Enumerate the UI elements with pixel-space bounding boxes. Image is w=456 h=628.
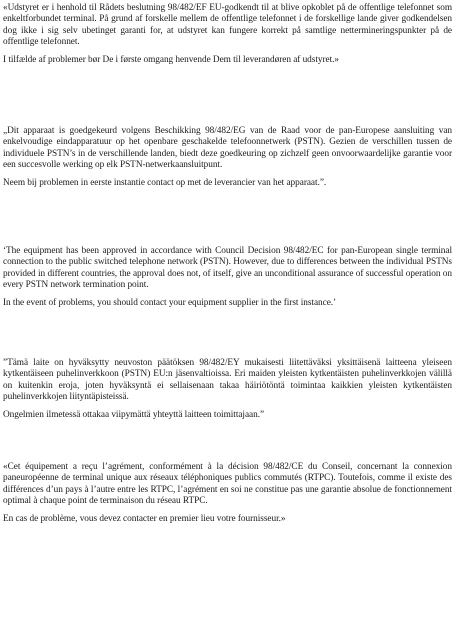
section-finnish bbox=[3, 358, 452, 421]
french-paragraph-1: «Cet équipement a reçu l’agrément, conformément à la décision 98/482/CE du Conseil, concernant la connexion paneuropéenne de terminal unique aux réseaux téléphoniques publics commutés (RTPC). Toutefois, comme il existe des différences d’un pays à l’autre entre les RTPC, l’agrément en soi ne constitue pas une garantie absolue de fonctionnement optimal à chaque point de terminaison du réseau RTPC. bbox=[3, 462, 452, 507]
section-english bbox=[3, 246, 452, 309]
finnish-paragraph-1: ”Tämä laite on hyväksytty neuvoston päätöksen 98/482/EY mukaisesti liitettäväksi yksittäisenä laitteena yleiseen kytkentäiseen puhelinverkkoon (PSTN) EU:n jäsenvaltioissa. Eri maiden yleisten kytkentäisten puhelinverkkojen välillä on kuitenkin eroja, joten hyväksyntä ei sellaisenaan takaa häiriötöntä toimintaa kaikkien yleisten kytkentäisten puhelinverkkojen liityntäpisteissä. bbox=[3, 358, 452, 403]
section-danish bbox=[3, 3, 452, 66]
section-dutch bbox=[3, 126, 452, 189]
section-french bbox=[3, 462, 452, 525]
english-paragraph-2: In the event of problems, you should contact your equipment supplier in the first instance.’ bbox=[3, 297, 337, 308]
dutch-paragraph-1: „Dit apparaat is goedgekeurd volgens Beschikking 98/482/EG van de Raad voor de pan-Europese aansluiting van enkelvoudige eindapparatuur op het openbare geschakelde telefoonnetwerk (PSTN). Gezien de verschillen tussen de individuele PSTN’s in de verschillende landen, biedt deze goedkeuring op zichzelf geen onvoorwaardelijke garantie voor een succesvolle werking op elk PSTN-netwerkaansluitpunt. bbox=[3, 126, 452, 171]
danish-paragraph-1: «Udstyret er i henhold til Rådets beslutning 98/482/EF EU-godkendt til at blive opkoblet på de offentlige telefonnet som enkeltforbundet terminal. På grund af forskelle mellem de offentlige telefonnet i de forskellige lande giver godkendelsen dog ikke i sig selv ubetinget garanti for, at udstyret kan fungere korrekt på samtlige nettermineringspunkter på de offentlige telefonnet. bbox=[3, 3, 452, 48]
danish-paragraph-2: I tilfælde af problemer bør De i første omgang henvende Dem til leverandøren af udstyret.» bbox=[3, 54, 340, 65]
dutch-paragraph-2: Neem bij problemen in eerste instantie contact op met de leverancier van het apparaat.”. bbox=[3, 177, 327, 188]
finnish-paragraph-2: Ongelmien ilmetessä ottakaa viipymättä yhteyttä laitteen toimittajaan.” bbox=[3, 409, 265, 420]
english-paragraph-1: ‘The equipment has been approved in accordance with Council Decision 98/482/EC for pan-European single terminal connection to the public switched telephone network (PSTN). However, due to differences between the individual PSTNs provided in different countries, the approval does not, of itself, give an unconditional assurance of successful operation on every PSTN network termination point. bbox=[3, 246, 452, 291]
french-paragraph-2: En cas de problème, vous devez contacter en premier lieu votre fournisseur.» bbox=[3, 513, 286, 524]
